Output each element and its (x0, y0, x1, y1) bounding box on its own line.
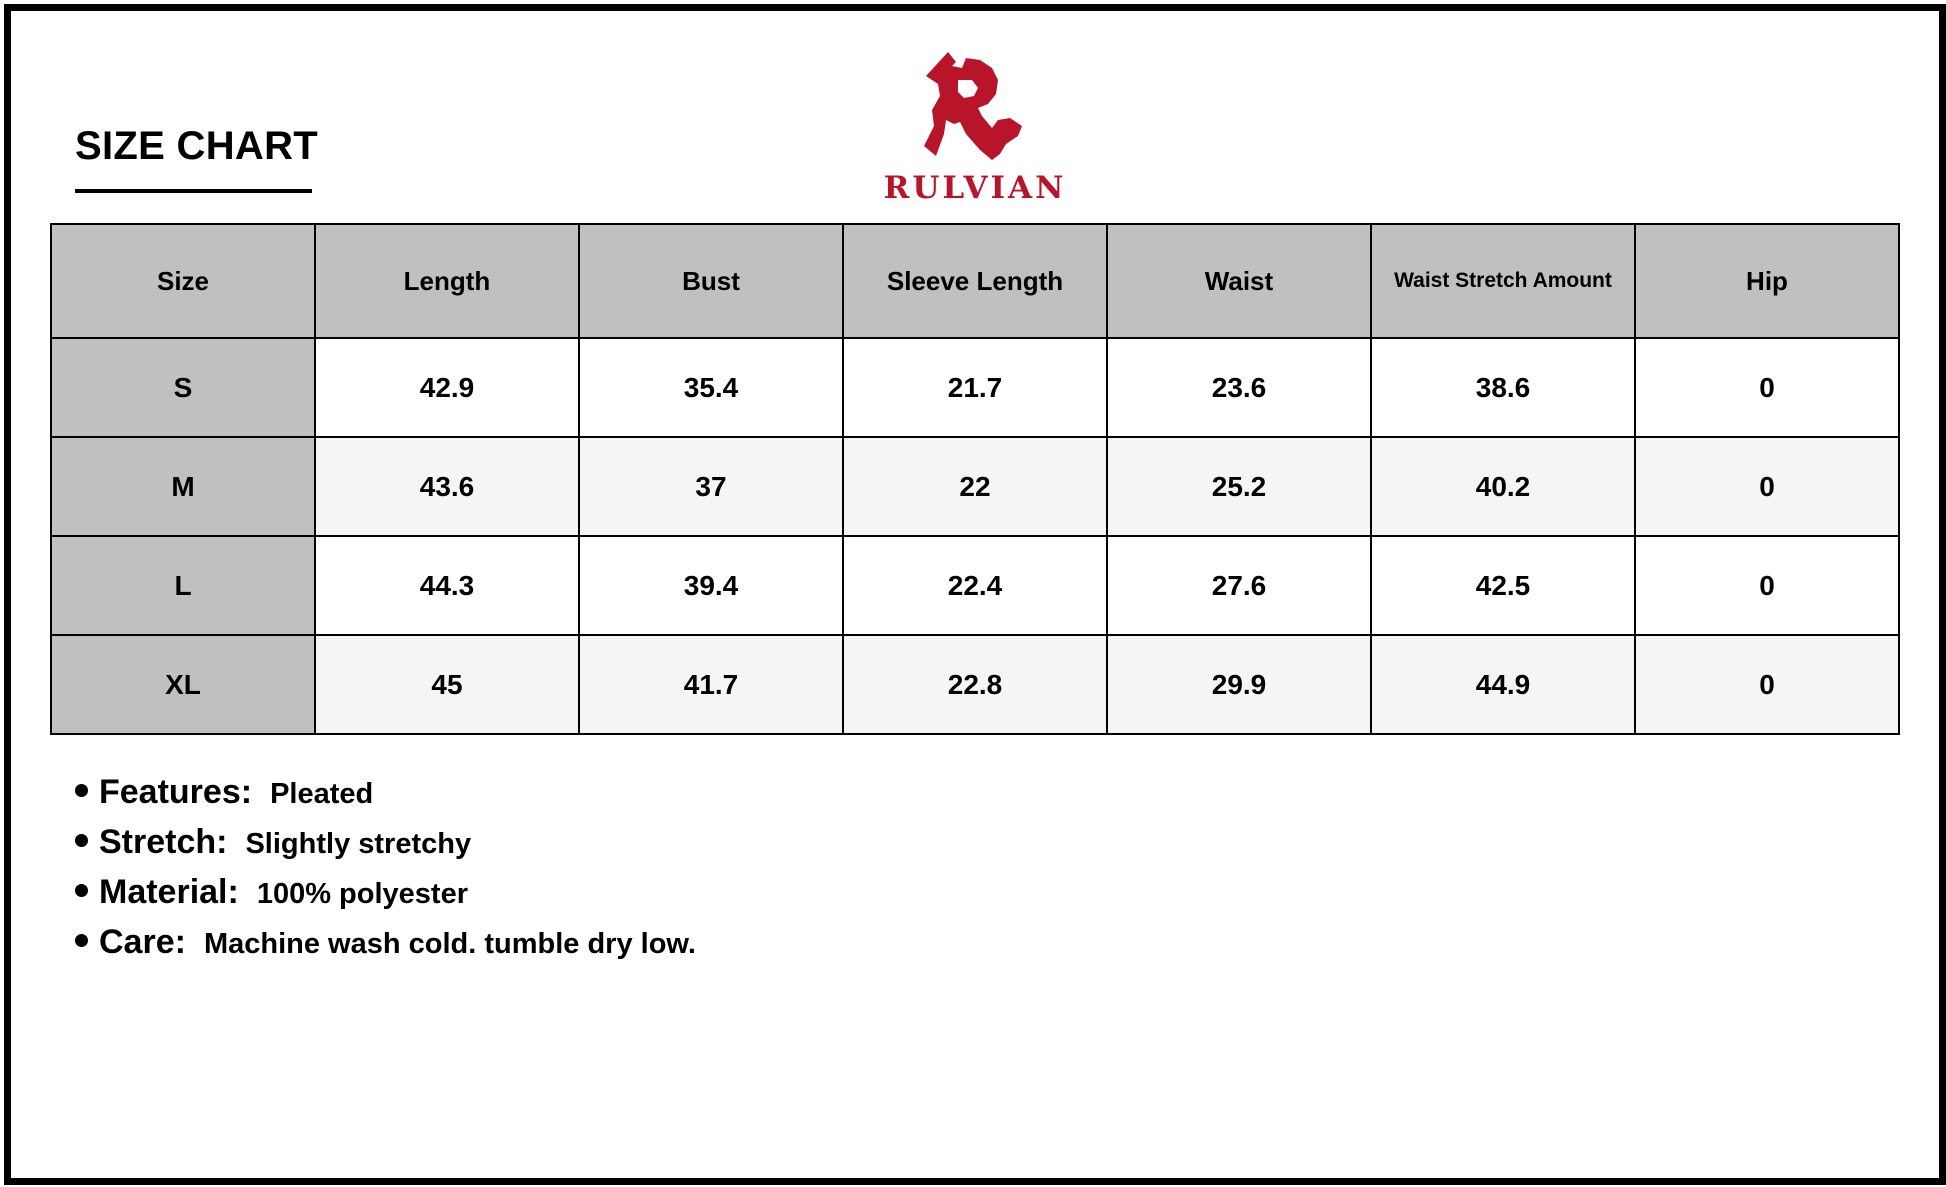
table-cell: 22.8 (843, 635, 1107, 734)
list-item (75, 923, 696, 973)
feature-value: Machine wash cold. tumble dry low. (203, 928, 696, 960)
table-cell: 25.2 (1107, 437, 1371, 536)
list-item (75, 773, 696, 823)
table-cell: 42.5 (1371, 536, 1635, 635)
table-cell: 39.4 (579, 536, 843, 635)
table-cell: 29.9 (1107, 635, 1371, 734)
bullet-icon (75, 934, 88, 947)
feature-label: Material: (99, 873, 239, 911)
feature-value: Pleated (270, 778, 374, 810)
table-cell: 21.7 (843, 338, 1107, 437)
table-cell: 23.6 (1107, 338, 1371, 437)
brand-logo (870, 50, 1080, 210)
rulvian-r-logo-icon (922, 50, 1026, 166)
table-cell: 27.6 (1107, 536, 1371, 635)
column-header-size: Size (51, 224, 315, 338)
column-header-waist-stretch-amount: Waist Stretch Amount (1371, 224, 1635, 338)
product-features-list (75, 773, 696, 973)
table-row (51, 536, 1899, 635)
feature-label: Stretch: (99, 823, 228, 861)
bullet-icon (75, 884, 88, 897)
list-item (75, 873, 696, 923)
size-chart-table (50, 223, 1900, 735)
table-header-row (51, 224, 1899, 338)
column-header-sleeve-length: Sleeve Length (843, 224, 1107, 338)
table-cell: 42.9 (315, 338, 579, 437)
column-header-hip: Hip (1635, 224, 1899, 338)
table-cell: 40.2 (1371, 437, 1635, 536)
table-cell: 43.6 (315, 437, 579, 536)
size-cell: M (51, 437, 315, 536)
size-cell: S (51, 338, 315, 437)
table-row (51, 338, 1899, 437)
feature-label: Care: (99, 923, 186, 961)
table-cell: 44.3 (315, 536, 579, 635)
column-header-bust: Bust (579, 224, 843, 338)
bullet-icon (75, 784, 88, 797)
feature-value: Slightly stretchy (245, 828, 472, 860)
list-item (75, 823, 696, 873)
table-cell: 22 (843, 437, 1107, 536)
table-row (51, 437, 1899, 536)
table-cell: 41.7 (579, 635, 843, 734)
table-cell: 22.4 (843, 536, 1107, 635)
brand-name: RULVIAN (883, 170, 1067, 206)
table-cell: 0 (1635, 635, 1899, 734)
title-underline (75, 189, 312, 193)
table-cell: 0 (1635, 338, 1899, 437)
bullet-icon (75, 834, 88, 847)
table-row (51, 635, 1899, 734)
column-header-waist: Waist (1107, 224, 1371, 338)
table-cell: 37 (579, 437, 843, 536)
column-header-length: Length (315, 224, 579, 338)
table-cell: 45 (315, 635, 579, 734)
feature-value: 100% polyester (256, 878, 468, 910)
table-cell: 35.4 (579, 338, 843, 437)
table-cell: 0 (1635, 437, 1899, 536)
feature-label: Features: (99, 773, 253, 811)
table-cell: 38.6 (1371, 338, 1635, 437)
size-cell: XL (51, 635, 315, 734)
table-cell: 44.9 (1371, 635, 1635, 734)
size-cell: L (51, 536, 315, 635)
page-title: SIZE CHART (75, 124, 318, 168)
table-cell: 0 (1635, 536, 1899, 635)
